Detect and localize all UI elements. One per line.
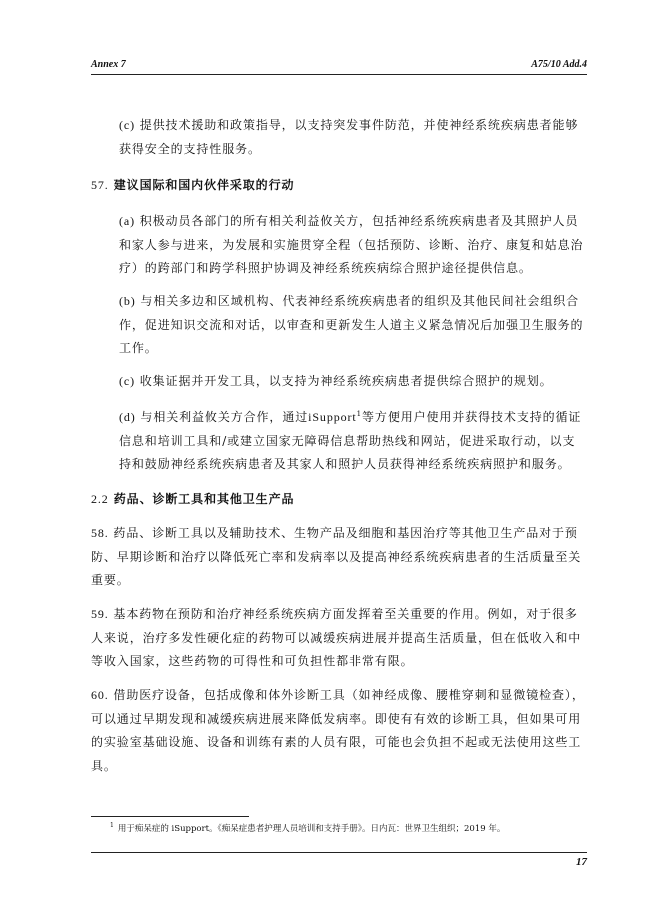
- paragraph-text: 基本药物在预防和治疗神经系统疾病方面发挥着至关重要的作用。例如，对于很多人来说，治疗多发性硬化症的药物可以减缓疾病进展并提高生活质量，但在低收入和中等收入国家，这些药物的可得性和可负担性都非常有限。: [91, 607, 582, 668]
- paragraph-text: 积极动员各部门的所有相关利益攸关方，包括神经系统疾病患者及其照护人员和家人参与进来，为发展和实施贯穿全程（包括预防、诊断、治疗、康复和姑息治疗）的跨部门和跨学科照护协调及神经系统疾病综合照护途径提供信息。: [119, 214, 584, 275]
- running-header: [91, 59, 587, 75]
- header-annex: Annex 7: [91, 59, 126, 70]
- footnote-text: 用于痴呆症的 iSupport。《痴呆症患者护理人员培训和支持手册》。日内瓦：世界卫生组织；2019 年。: [117, 824, 506, 834]
- section-heading-2-2: [91, 488, 587, 512]
- paragraph-58: [91, 522, 587, 593]
- paragraph-number: 58.: [91, 526, 109, 540]
- header-rule: [91, 74, 587, 75]
- paragraph-60: [91, 684, 587, 778]
- paragraph-text: 药品、诊断工具以及辅助技术、生物产品及细胞和基因治疗等其他卫生产品对于预防、早期诊断和治疗以降低死亡率和发病率以及提高神经系统疾病患者的生活质量至关重要。: [91, 526, 582, 587]
- header-doc-symbol: A75/10 Add.4: [531, 59, 587, 70]
- paragraph-text-before: 与相关利益攸关方合作，通过: [140, 410, 309, 424]
- paragraph-57b: [119, 290, 585, 361]
- paragraph-57a: [119, 210, 585, 281]
- paragraph-text: 借助医疗设备，包括成像和体外诊断工具（如神经成像、腰椎穿刺和显微镜检查），可以通过早期发现和减缓疾病进展来降低发病率。即使有有效的诊断工具，但如果可用的实验室基础设施、设备和训练有素的人员有限，可能也会负担不起或无法使用这些工具。: [91, 688, 585, 773]
- paragraph-57d: [119, 406, 585, 477]
- paragraph-59: [91, 603, 587, 674]
- item-label: (c): [119, 118, 136, 132]
- item-label: (a): [119, 214, 136, 228]
- footer-rule: [91, 852, 587, 853]
- item-label: (d): [119, 410, 136, 424]
- footnote-number: 1: [110, 822, 114, 830]
- paragraph-text: 提供技术援助和政策指导，以支持突发事件防范，并使神经系统疾病患者能够获得安全的支持性服务。: [119, 118, 579, 156]
- section-heading-57: [91, 174, 587, 198]
- paragraph-text: 收集证据并开发工具，以支持为神经系统疾病患者提供综合照护的规划。: [139, 374, 553, 388]
- item-label: (c): [119, 374, 136, 388]
- item-label: (b): [119, 294, 136, 308]
- paragraph-number: 60.: [91, 688, 109, 702]
- section-title: 建议国际和国内伙伴采取的行动: [113, 178, 295, 192]
- page-number: 17: [576, 856, 587, 868]
- footnote-marker: 1: [356, 410, 363, 418]
- isupport-reference: iSupport: [308, 410, 357, 424]
- section-number: 57.: [91, 178, 109, 192]
- paragraph-number: 59.: [91, 607, 109, 621]
- paragraph-57c: [119, 370, 585, 394]
- section-number: 2.2: [91, 492, 109, 506]
- paragraph-text: 与相关多边和区域机构、代表神经系统疾病患者的组织及其他民间社会组织合作，促进知识交流和对话，以审查和更新发生人道主义紧急情况后加强卫生服务的工作。: [119, 294, 584, 355]
- paragraph-56c: [119, 114, 585, 161]
- footnote: [110, 822, 570, 836]
- footnote-separator: [91, 816, 249, 817]
- section-title: 药品、诊断工具和其他卫生产品: [113, 492, 295, 506]
- paragraph-text-after: 等方便用户使用并获得技术支持的循证信息和培训工具和/或建立国家无障碍信息帮助热线和网站，促进采取行动，以支持和鼓励神经系统疾病患者及其家人和照护人员获得神经系统疾病照护和服务。: [119, 410, 582, 471]
